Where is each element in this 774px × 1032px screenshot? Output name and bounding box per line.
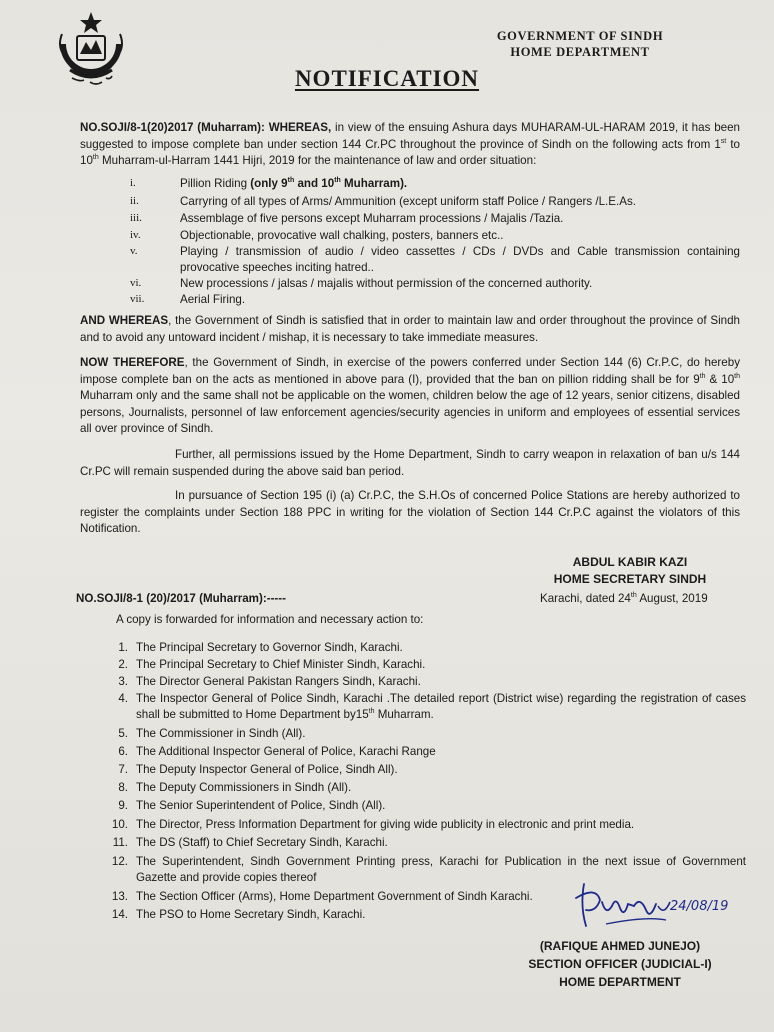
whereas-paragraph: AND WHEREAS, the Government of Sindh is satisfied that in order to maintain law and order throughout the province of Sindh and to avoid any untoward incident / mishap, it is necessary to take immediate measures. [80,314,740,344]
ban-item-number: iv. [130,229,141,241]
cc-number: 2. [118,658,128,671]
signatory-name: (RAFIQUE AHMED JUNEJO) [539,939,701,953]
cc-number: 6. [118,745,128,758]
ban-item-number: i. [130,177,136,189]
ban-item-text: Pillion Riding (only 9th and 10th Muharram). [180,177,408,190]
copy-intro: A copy is forwarded for information and necessary action to: [116,613,424,626]
cc-recipient: The Director, Press Information Department for giving wide publicity in electronic and print media. [136,818,635,831]
signature-date: 24/08/19 [670,899,729,914]
signatory-name: ABDUL KABIR KAZI [572,555,688,569]
cc-number: 12. [111,855,128,868]
ban-item-number: vii. [130,293,145,305]
cc-recipient: The Deputy Inspector General of Police, Sindh All). [136,763,398,776]
government-name: GOVERNMENT OF SINDH [496,29,664,43]
signatory-department: HOME DEPARTMENT [559,975,681,989]
cc-recipient: The Additional Inspector General of Police, Karachi Range [136,745,436,758]
cc-number: 8. [118,781,128,794]
whereas-lead: AND WHEREAS [80,314,169,327]
now-therefore-paragraph: NOW THEREFORE, the Government of Sindh, in exercise of the powers conferred under Section 144 (6) Cr.P.C, do hereby impose complete ban on the acts as mentioned in above para (I), provided that the ban on pillion ridding shall be for 9th & 10th Muharram only and the same shall not be applicable on the women, children below the age of 12 years, senior citizens, disabled persons, Journalists, personnel of law enforcement agencies/security agencies in uniform and employees of essential services all over province of Sindh. [80,356,740,435]
ban-item-text: Aerial Firing. [180,293,246,306]
cc-recipient: The Director General Pakistan Rangers Sindh, Karachi. [136,675,421,688]
ban-item-text: Playing / transmission of audio / video cassettes / CDs / DVDs and Cable transmission containing provocative speeches inciting hatred.. [180,245,740,274]
notification-ref: NO.SOJI/8-1(20)2017 (Muharram): WHEREAS, [80,121,332,134]
further-paragraph: Further, all permissions issued by the Home Department, Sindh to carry weapon in relaxation of ban u/s 144 Cr.PC will remain suspended during the above said ban period. [80,448,740,478]
cc-recipient: The Senior Superintendent of Police, Sindh (All). [136,799,386,812]
cc-recipient: The Principal Secretary to Governor Sindh, Karachi. [136,641,403,654]
cc-recipient: The Section Officer (Arms), Home Department Government of Sindh Karachi. [136,890,533,903]
cc-number: 11. [112,836,128,849]
intro-paragraph [80,120,740,170]
ban-item-text: Assemblage of five persons except Muharram processions / Majalis /Tazia. [180,212,564,225]
signatory-designation: HOME SECRETARY SINDH [553,572,707,586]
cc-number: 9. [118,799,128,812]
home-secretary-signature-block [530,554,730,588]
therefore-lead: NOW THEREFORE [80,356,185,369]
pursuance-paragraph: In pursuance of Section 195 (i) (a) Cr.P.C, the S.H.Os of concerned Police Stations are hereby authorized to register the complaints under Section 188 PPC in writing for the violation of Section 144 Cr.P.C against the violators of this Notification. [80,489,740,535]
cc-recipient: The Superintendent, Sindh Government Printing press, Karachi for Publication in the next issue of Government Gazette and provide copies thereof [136,855,746,884]
cc-number: 5. [118,727,128,740]
ban-item-number: vi. [130,277,142,289]
cc-number: 1. [118,641,128,654]
cc-recipient: The Deputy Commissioners in Sindh (All). [136,781,352,794]
ban-item-text: New processions / jalsas / majalis without permission of the concerned authority. [180,277,593,290]
cc-number: 7. [118,763,128,776]
cc-recipient: The Commissioner in Sindh (All). [136,727,306,740]
cc-number: 10. [111,818,128,831]
ban-item-number: ii. [130,195,139,207]
cc-recipient: The DS (Staff) to Chief Secretary Sindh, Karachi. [136,836,388,849]
handwritten-signature-icon [566,876,756,936]
cc-number: 14. [111,908,128,921]
ban-item-number: v. [130,245,138,257]
date-line: Karachi, dated 24th August, 2019 [540,592,708,605]
ban-item-text: Carryring of all types of Arms/ Ammunition (except uniform staff Police / Rangers /L.E.As. [180,195,636,208]
forwarding-ref: NO.SOJI/8-1 (20)/2017 (Muharram):----- [76,592,287,605]
document-title: NOTIFICATION [294,66,480,91]
ban-item-text: Objectionable, provocative wall chalking, posters, banners etc.. [180,229,504,242]
cc-number: 13. [111,890,128,903]
ban-item-number: iii. [130,212,142,224]
cc-number: 3. [118,675,128,688]
signatory-designation: SECTION OFFICER (JUDICIAL-I) [528,957,712,971]
cc-recipient: The PSO to Home Secretary Sindh, Karachi. [136,908,366,921]
intro-text: in view of the ensuing Ashura days MUHARAM-UL-HARAM 2019, it has been suggested to impose complete ban under section 144 Cr.PC throughout the province of Sindh on the following acts from 1st to 10th Muharram-ul-Harram 1441 Hijri, 2019 for the maintenance of law and order situation: [80,121,740,167]
department-name: HOME DEPARTMENT [510,45,650,59]
cc-recipient: The Principal Secretary to Chief Minister Sindh, Karachi. [136,658,426,671]
section-officer-signature-block [505,937,735,991]
cc-recipient: The Inspector General of Police Sindh, Karachi .The detailed report (District wise) regarding the registration of cases shall be submitted to Home Department by15th Muharram. [136,692,746,721]
cc-number: 4. [118,692,128,705]
letterhead [470,28,690,60]
